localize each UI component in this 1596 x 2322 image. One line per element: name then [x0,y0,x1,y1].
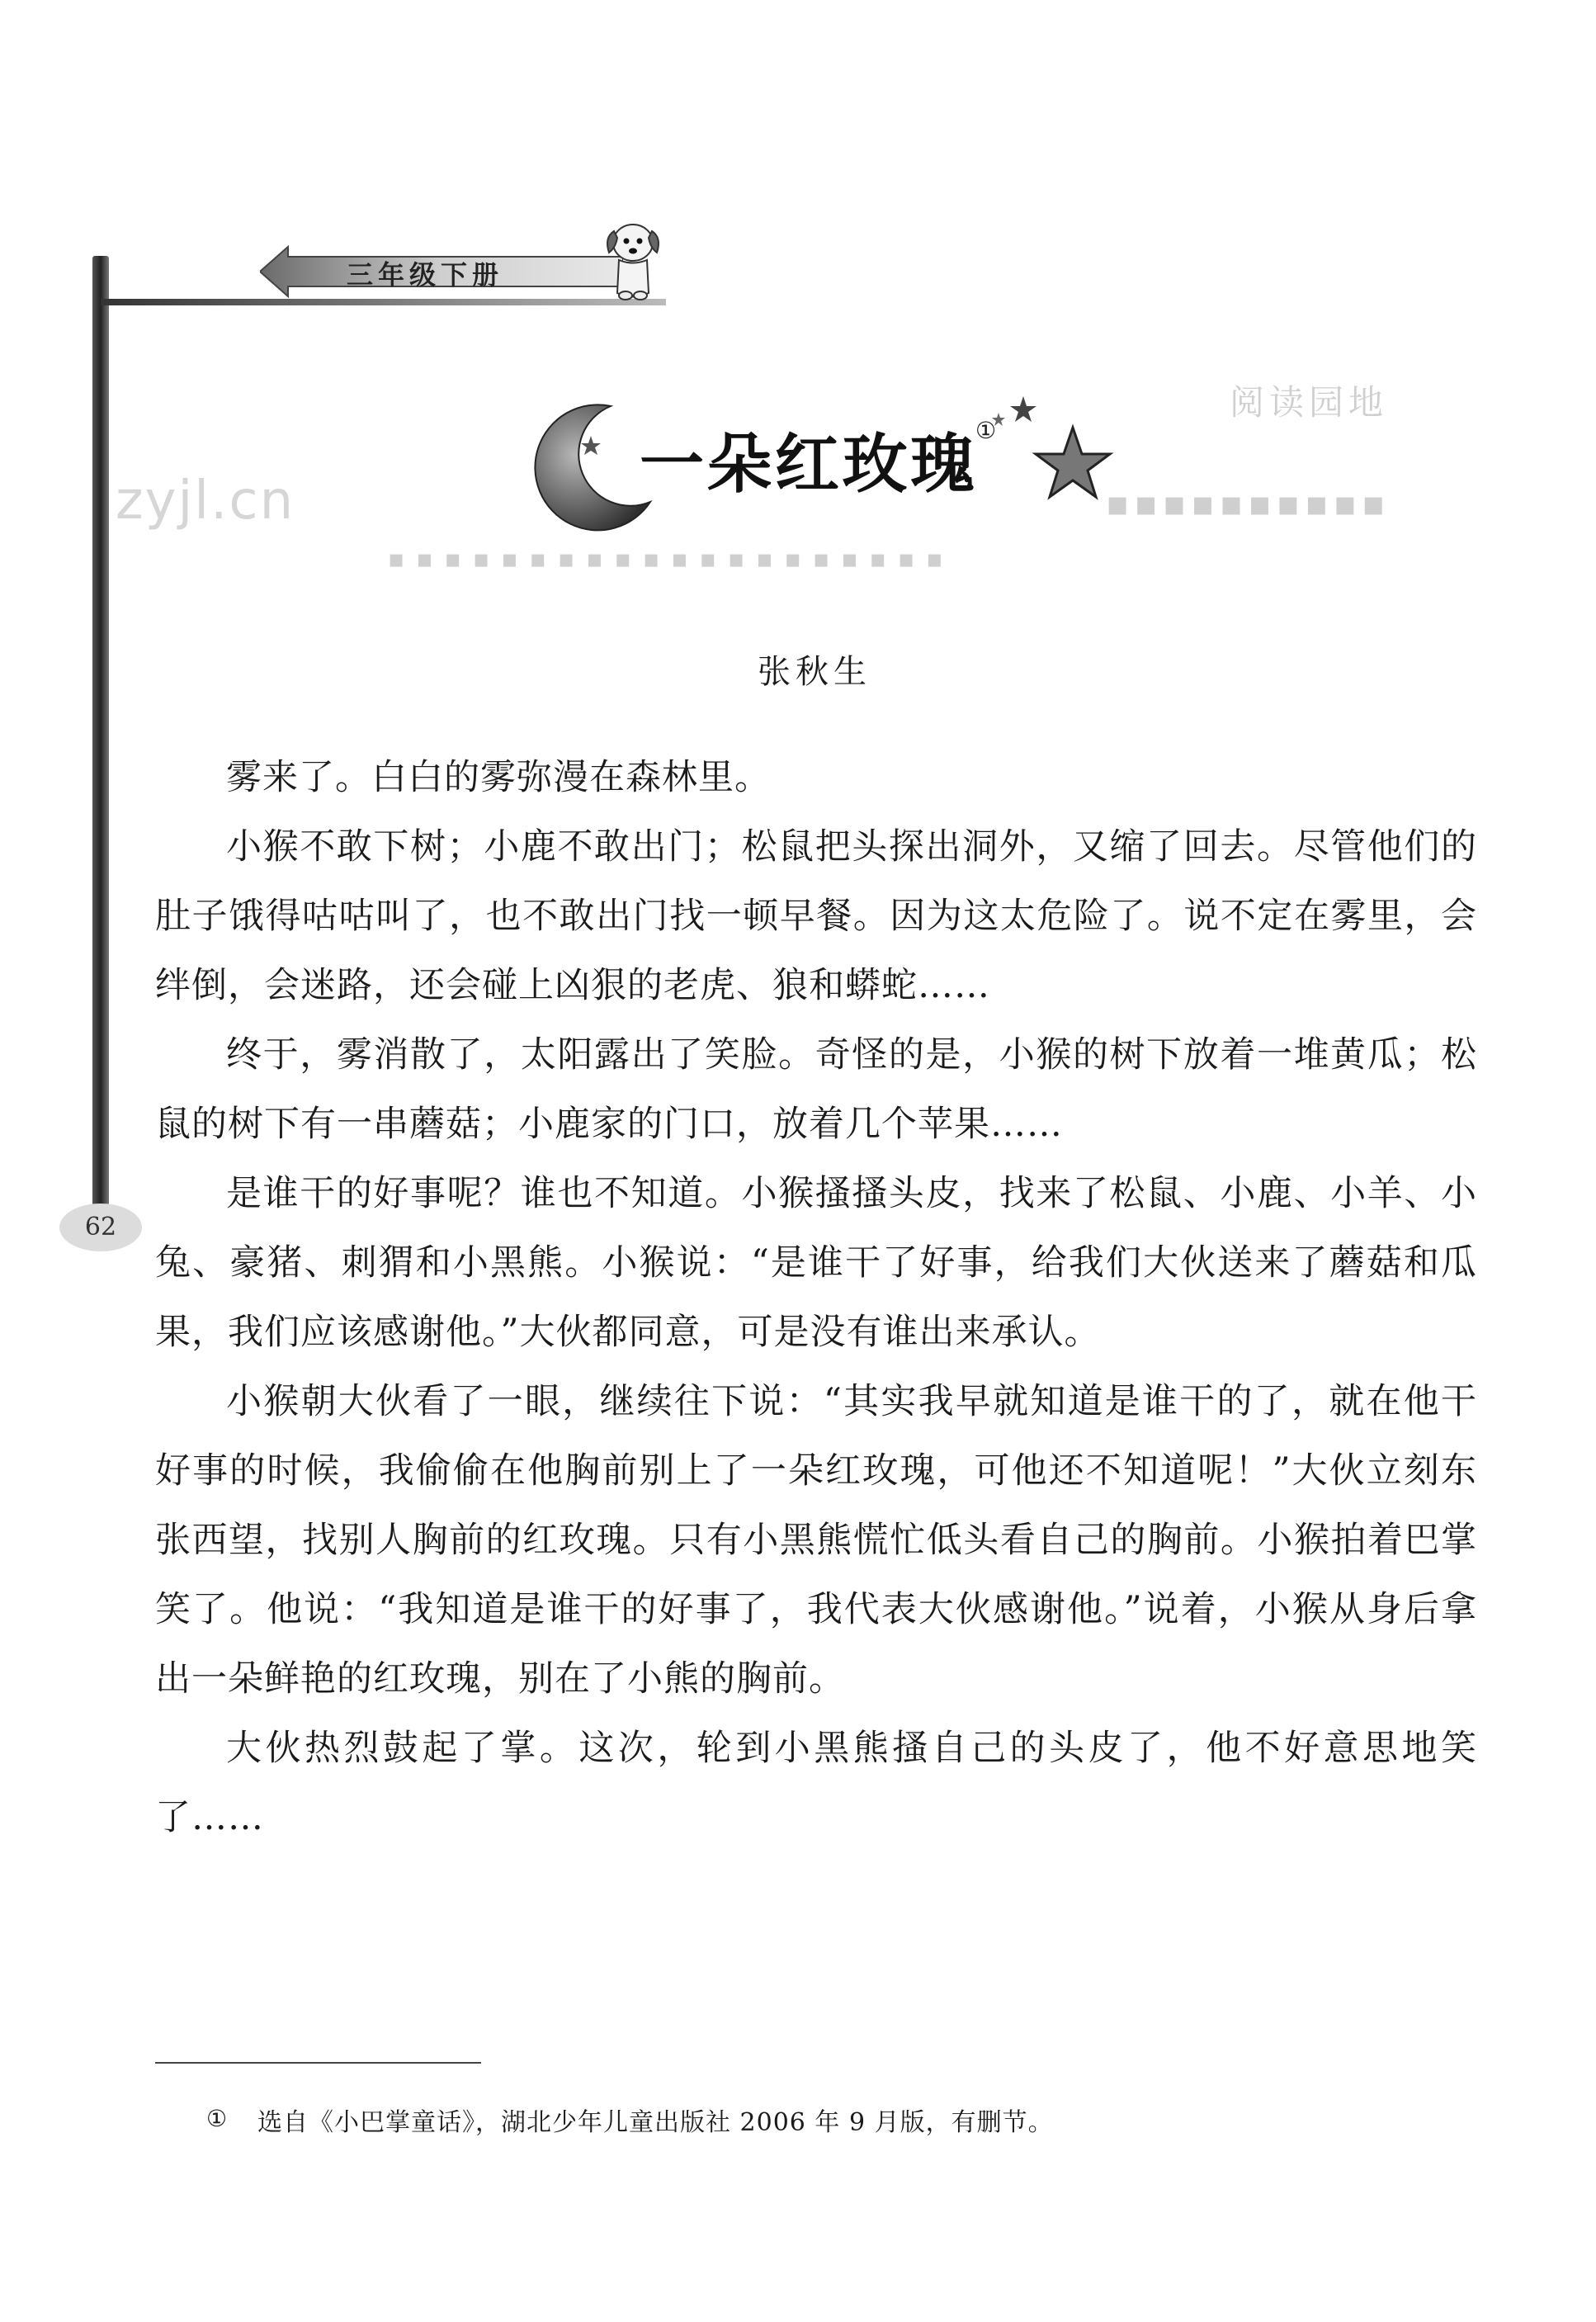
footnote-rule [155,2062,481,2064]
article-title: 一朵红玫瑰 [640,427,979,502]
page-number: 62 [59,1204,142,1251]
paragraph: 小猴不敢下树；小鹿不敢出门；松鼠把头探出洞外，又缩了回去。尽管他们的肚子饿得咕咕叫了，也不敢出门找一顿早餐。因为这太危险了。说不定在雾里，会绊倒，会迷路，还会碰上凶狠的老虎、狼和蟒蛇…… [155,826,1477,1006]
author-name: 张秋生 [758,653,871,691]
margin-bar [92,256,109,1246]
paragraph: 终于，雾消散了，太阳露出了笑脸。奇怪的是，小猴的树下放着一堆黄瓜；松鼠的树下有一串蘑菇；小鹿家的门口，放着几个苹果…… [155,1034,1477,1145]
paragraph: 雾来了。白白的雾弥漫在森林里。 [226,757,771,798]
stars-icon [974,388,1122,512]
bleed-through-text: ▪▪▪▪▪▪▪▪▪▪ [1106,483,1391,523]
title-footnote-marker: ① [975,417,997,444]
paragraph: 大伙热烈鼓起了掌。这次，轮到小黑熊搔自己的头皮了，他不好意思地笑了…… [155,1728,1477,1838]
paragraph: 小猴朝大伙看了一眼，继续往下说：“其实我早就知道是谁干的了，就在他干好事的时候，我偷偷在他胸前别上了一朵红玫瑰，可他还不知道呢！”大伙立刻东张西望，找别人胸前的红玫瑰。只有小黑熊慌忙低头看自己的胸前。小猴拍着巴掌笑了。他说：“我知道是谁干的好事了，我代表大伙感谢他。”说着，小猴从身后拿出一朵鲜艳的红玫瑰，别在了小熊的胸前。 [155,1381,1477,1700]
footnote-text: 选自《小巴掌童话》，湖北少年儿童出版社 2006 年 9 月版，有删节。 [257,2108,1054,2137]
bleed-through-text: 阅读园地 [1230,382,1389,423]
header-label: 三年级下册 [347,259,504,291]
paragraph: 是谁干的好事呢？谁也不知道。小猴搔搔头皮，找来了松鼠、小鹿、小羊、小兔、豪猪、刺猬和小黑熊。小猴说：“是谁干了好事，给我们大伙送来了蘑菇和瓜果，我们应该感谢他。”大伙都同意，可是没有谁出来承认。 [155,1173,1477,1353]
footnote-marker: ① [206,2105,228,2132]
watermark: zyjl.cn [116,471,295,532]
header-rule [101,299,666,305]
dog-mascot-icon [601,215,665,301]
article-body [155,743,1477,1852]
bleed-through-text: ▪▪▪▪▪▪▪▪▪▪▪▪▪▪▪▪▪▪▪▪ [388,545,955,574]
